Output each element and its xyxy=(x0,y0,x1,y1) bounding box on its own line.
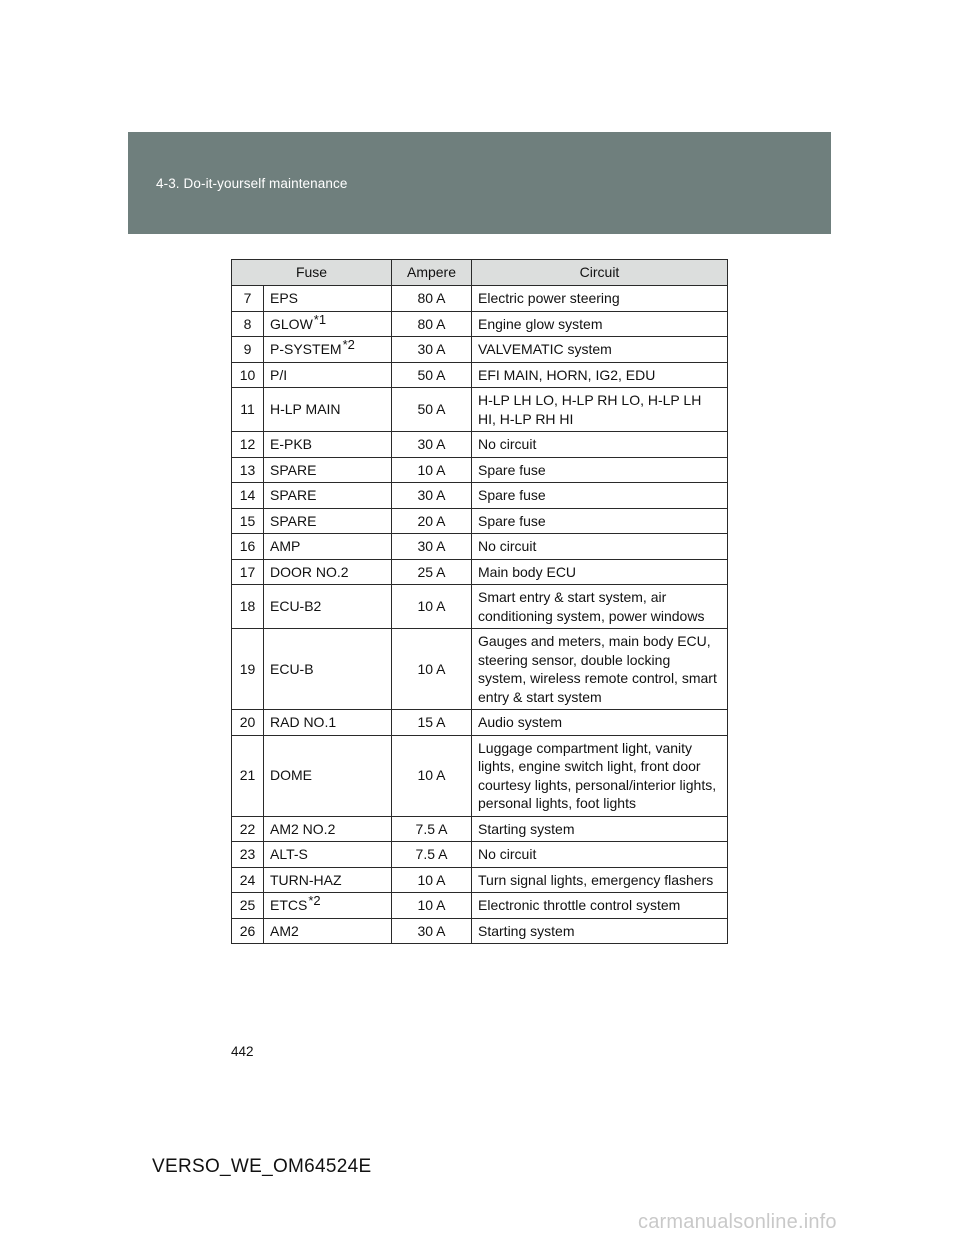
fuse-number-cell: 14 xyxy=(232,483,264,509)
circuit-cell: Spare fuse xyxy=(472,508,728,534)
fuse-name: EPS xyxy=(270,290,299,306)
fuse-name-cell xyxy=(264,362,392,388)
fuse-name: E-PKB xyxy=(270,436,313,452)
fuse-name: P-SYSTEM xyxy=(270,341,342,357)
circuit-cell: Luggage compartment light, vanity lights, engine switch light, front door courtesy lights, personal/interior lights, personal lights, foot lights xyxy=(472,735,728,816)
fuse-name: TURN-HAZ xyxy=(270,871,342,888)
fuse-number-cell: 10 xyxy=(232,362,264,388)
fuse-number-cell: 13 xyxy=(232,457,264,483)
circuit-cell: EFI MAIN, HORN, IG2, EDU xyxy=(472,362,728,388)
footnote-marker: *2 xyxy=(342,337,355,352)
ampere-cell: 10 A xyxy=(392,893,472,919)
fuse-name-cell xyxy=(264,483,392,509)
table-row xyxy=(232,629,728,710)
fuse-name-cell xyxy=(264,629,392,710)
ampere-cell: 50 A xyxy=(392,362,472,388)
table-row xyxy=(232,388,728,432)
fuse-number-cell: 21 xyxy=(232,735,264,816)
fuse-name-cell xyxy=(264,918,392,944)
circuit-cell: Spare fuse xyxy=(472,457,728,483)
table-row xyxy=(232,585,728,629)
fuse-number-cell: 11 xyxy=(232,388,264,432)
circuit-cell: Electronic throttle control system xyxy=(472,893,728,919)
fuse-name-cell xyxy=(264,534,392,560)
fuse-name: SPARE xyxy=(270,487,317,503)
table-row xyxy=(232,337,728,363)
fuse-number-cell: 25 xyxy=(232,893,264,919)
section-header-band xyxy=(128,132,831,234)
table-row xyxy=(232,457,728,483)
fuse-number-cell: 15 xyxy=(232,508,264,534)
fuse-number-cell: 9 xyxy=(232,337,264,363)
table-row xyxy=(232,362,728,388)
fuse-number-cell: 24 xyxy=(232,867,264,893)
table-row xyxy=(232,710,728,736)
ampere-cell: 80 A xyxy=(392,311,472,337)
circuit-cell: No circuit xyxy=(472,842,728,868)
fuse-number-cell: 16 xyxy=(232,534,264,560)
fuse-name: DOOR NO.2 xyxy=(270,563,349,580)
ampere-cell: 25 A xyxy=(392,559,472,585)
fuse-number-cell: 18 xyxy=(232,585,264,629)
table-row xyxy=(232,483,728,509)
fuse-name: DOME xyxy=(270,767,312,784)
fuse-name-cell xyxy=(264,286,392,312)
fuse-name: GLOW xyxy=(270,315,313,332)
fuse-name: P/I xyxy=(270,366,288,383)
circuit-cell: Starting system xyxy=(472,816,728,842)
circuit-cell: No circuit xyxy=(472,432,728,458)
ampere-cell: 30 A xyxy=(392,483,472,509)
fuse-name-cell xyxy=(264,388,392,432)
fuse-name-cell xyxy=(264,893,392,919)
fuse-table xyxy=(231,259,728,944)
ampere-cell: 30 A xyxy=(392,432,472,458)
fuse-name-cell xyxy=(264,311,392,337)
fuse-number-cell: 19 xyxy=(232,629,264,710)
fuse-name-cell xyxy=(264,735,392,816)
circuit-cell: H-LP LH LO, H-LP RH LO, H-LP LH HI, H-LP RH HI xyxy=(472,388,728,432)
fuse-name: ALT-S xyxy=(270,846,308,862)
ampere-cell: 10 A xyxy=(392,867,472,893)
fuse-number-cell: 22 xyxy=(232,816,264,842)
ampere-cell: 7.5 A xyxy=(392,816,472,842)
circuit-cell: Main body ECU xyxy=(472,559,728,585)
column-header-fuse: Fuse xyxy=(232,260,392,286)
page-number: 442 xyxy=(231,1044,254,1059)
fuse-name-cell xyxy=(264,816,392,842)
circuit-cell: VALVEMATIC system xyxy=(472,337,728,363)
ampere-cell: 10 A xyxy=(392,629,472,710)
circuit-cell: No circuit xyxy=(472,534,728,560)
circuit-cell: Gauges and meters, main body ECU, steering sensor, double locking system, wireless remote control, smart entry & start system xyxy=(472,629,728,710)
fuse-number-cell: 12 xyxy=(232,432,264,458)
fuse-number-cell: 8 xyxy=(232,311,264,337)
fuse-name: H-LP MAIN xyxy=(270,401,341,418)
footnote-marker: *1 xyxy=(313,311,327,327)
table-row xyxy=(232,534,728,560)
fuse-name: ETCS xyxy=(270,897,308,913)
table-body xyxy=(232,286,728,944)
table-row xyxy=(232,893,728,919)
fuse-number-cell: 7 xyxy=(232,286,264,312)
table-row xyxy=(232,559,728,585)
fuse-name-cell xyxy=(264,867,392,893)
table-row xyxy=(232,816,728,842)
table-row xyxy=(232,508,728,534)
circuit-cell: Audio system xyxy=(472,710,728,736)
fuse-name: AM2 NO.2 xyxy=(270,820,336,837)
fuse-name-cell xyxy=(264,710,392,736)
document-code: VERSO_WE_OM64524E xyxy=(152,1156,372,1177)
column-header-ampere: Ampere xyxy=(392,260,472,286)
circuit-cell: Spare fuse xyxy=(472,483,728,509)
table-row xyxy=(232,918,728,944)
column-header-circuit: Circuit xyxy=(472,260,728,286)
fuse-name: ECU-B xyxy=(270,660,314,677)
fuse-name: RAD NO.1 xyxy=(270,714,337,730)
fuse-number-cell: 26 xyxy=(232,918,264,944)
fuse-name-cell xyxy=(264,559,392,585)
ampere-cell: 15 A xyxy=(392,710,472,736)
ampere-cell: 30 A xyxy=(392,337,472,363)
fuse-name-cell xyxy=(264,457,392,483)
fuse-name-cell xyxy=(264,432,392,458)
table-row xyxy=(232,867,728,893)
circuit-cell: Starting system xyxy=(472,918,728,944)
table-row xyxy=(232,286,728,312)
fuse-name-cell xyxy=(264,337,392,363)
fuse-number-cell: 17 xyxy=(232,559,264,585)
table-row xyxy=(232,311,728,337)
fuse-name: SPARE xyxy=(270,512,317,529)
table-row xyxy=(232,735,728,816)
circuit-cell: Engine glow system xyxy=(472,311,728,337)
ampere-cell: 10 A xyxy=(392,585,472,629)
ampere-cell: 20 A xyxy=(392,508,472,534)
watermark: carmanualsonline.info xyxy=(638,1211,837,1233)
ampere-cell: 30 A xyxy=(392,918,472,944)
ampere-cell: 10 A xyxy=(392,735,472,816)
fuse-name: ECU-B2 xyxy=(270,598,322,615)
fuse-name-cell xyxy=(264,585,392,629)
fuse-name: SPARE xyxy=(270,461,317,478)
footnote-marker: *2 xyxy=(308,893,321,908)
fuse-name: AMP xyxy=(270,538,301,554)
fuse-number-cell: 20 xyxy=(232,710,264,736)
table-header-row xyxy=(232,260,728,286)
fuse-name-cell xyxy=(264,508,392,534)
ampere-cell: 7.5 A xyxy=(392,842,472,868)
circuit-cell: Turn signal lights, emergency flashers xyxy=(472,867,728,893)
circuit-cell: Electric power steering xyxy=(472,286,728,312)
ampere-cell: 50 A xyxy=(392,388,472,432)
fuse-name-cell xyxy=(264,842,392,868)
table-row xyxy=(232,432,728,458)
fuse-number-cell: 23 xyxy=(232,842,264,868)
ampere-cell: 80 A xyxy=(392,286,472,312)
ampere-cell: 30 A xyxy=(392,534,472,560)
circuit-cell: Smart entry & start system, air conditioning system, power windows xyxy=(472,585,728,629)
ampere-cell: 10 A xyxy=(392,457,472,483)
fuse-name: AM2 xyxy=(270,922,299,939)
table-row xyxy=(232,842,728,868)
section-title: 4-3. Do-it-yourself maintenance xyxy=(156,176,348,191)
